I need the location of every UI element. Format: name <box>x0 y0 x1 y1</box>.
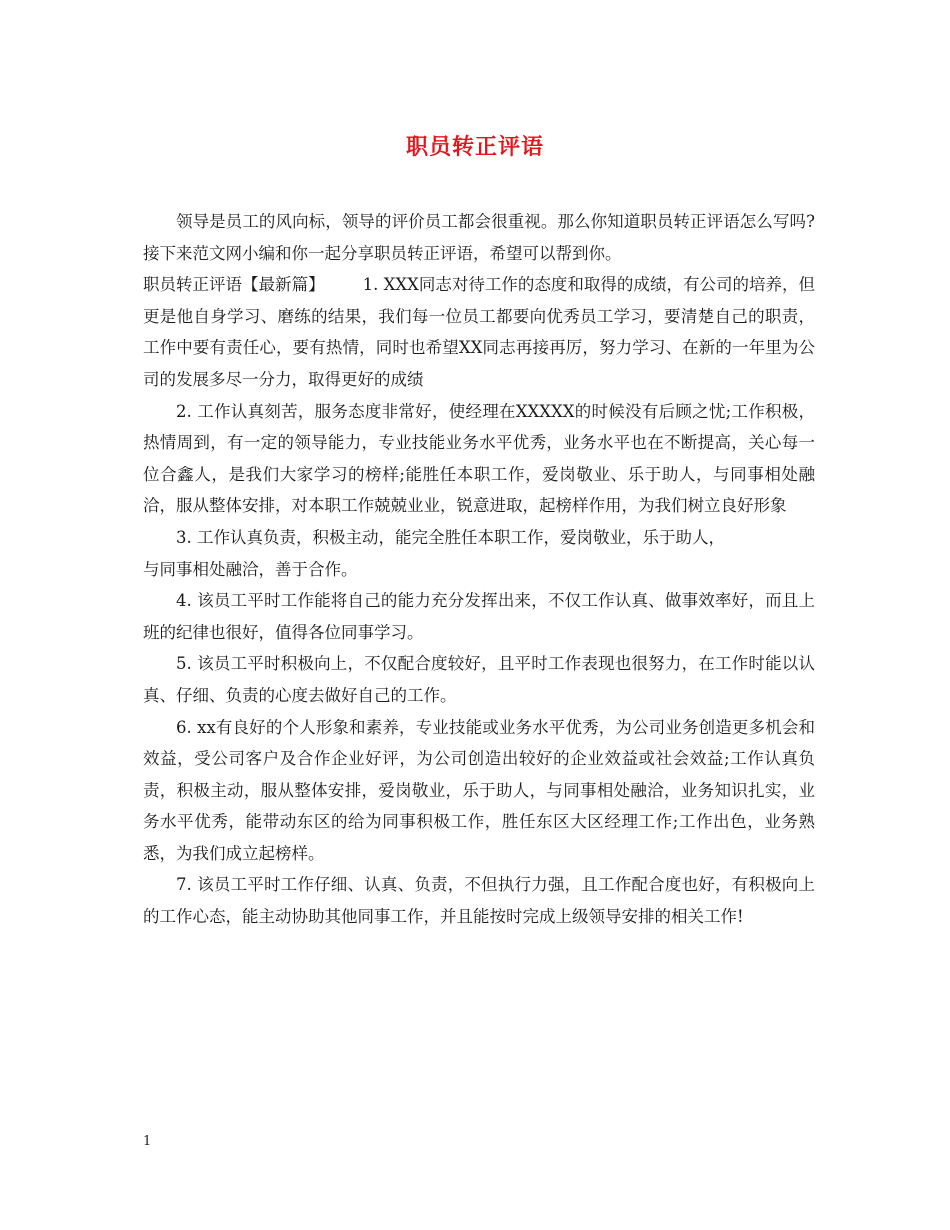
page-number: 1 <box>143 1134 152 1149</box>
paragraph-2: 2. 工作认真刻苦，服务态度非常好，使经理在XXXXX的时候没有后顾之忧;工作积极，热情周到，有一定的领导能力，专业技能业务水平优秀，业务水平也在不断提高，关心每一位合鑫人，是我们大家学习的榜样;能胜任本职工作，爱岗敬业、乐于助人，与同事相处融洽，服从整体安排，对本职工作兢兢业业，锐意进取，起榜样作用，为我们树立良好形象 <box>143 401 815 516</box>
document-title: 职员转正评语 <box>405 135 544 160</box>
paragraph-3: 3. 工作认真负责，积极主动，能完全胜任本职工作，爱岗敬业，乐于助人， <box>176 527 725 547</box>
paragraph-3-continued: 与同事相处融洽，善于合作。 <box>143 559 358 579</box>
section-heading: 职员转正评语【最新篇】 <box>143 275 325 295</box>
paragraph-1-text: 1. XXX同志对待工作的态度和取得的成绩，有公司的培养，但更是他自身学习、磨练的结果，我们每一位员工都要向优秀员工学习，要清楚自己的职责，工作中要有责任心，要有热情，同时也希望XX同志再接再厉，努力学习、在新的一年里为公司的发展多尽一分力，取得更好的成绩 <box>143 275 816 389</box>
paragraph-6: 6. xx有良好的个人形象和素养，专业技能或业务水平优秀，为公司业务创造更多机会和效益，受公司客户及合作企业好评，为公司创造出较好的企业效益或社会效益;工作认真负责，积极主动，服从整体安排，爱岗敬业，乐于助人，与同事相处融洽，业务知识扎实，业务水平优秀，能带动东区的给为同事积极工作，胜任东区大区经理工作;工作出色，业务熟悉，为我们成立起榜样。 <box>143 717 815 863</box>
section-paragraph-1 <box>143 269 815 395</box>
document-body <box>143 206 815 933</box>
intro-paragraph: 领导是员工的风向标，领导的评价员工都会很重视。那么你知道职员转正评语怎么写吗?接下来范文网小编和你一起分享职员转正评语，希望可以帮到你。 <box>143 212 815 263</box>
paragraph-7: 7. 该员工平时工作仔细、认真、负责，不但执行力强，且工作配合度也好，有积极向上的工作心态，能主动协助其他同事工作，并且能按时完成上级领导安排的相关工作! <box>143 875 815 927</box>
paragraph-4: 4. 该员工平时工作能将自己的能力充分发挥出来，不仅工作认真、做事效率好，而且上班的纪律也很好，值得各位同事学习。 <box>143 591 815 642</box>
paragraph-5: 5. 该员工平时积极向上，不仅配合度较好，且平时工作表现也很努力，在工作时能以认真、仔细、负责的心度去做好自己的工作。 <box>143 654 815 705</box>
